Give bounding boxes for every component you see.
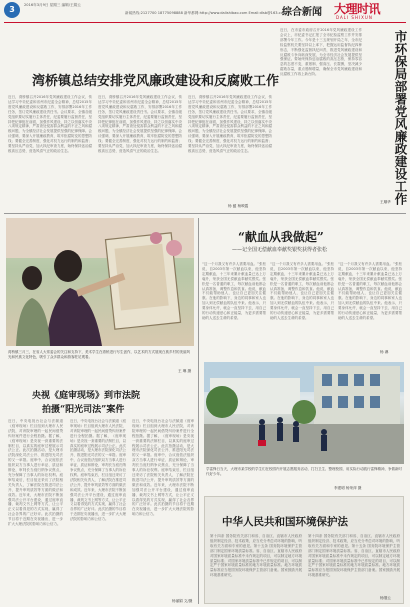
photo2-caption: 学雷锋日当天，大理市某学校的学生们在校园内开展志愿服务活动，打扫卫生、整理校园，用实际行动践行雷锋精神，争做新时代好少年。 (206, 467, 402, 476)
photo1-caption: 湾桥镇三月三，在省人大常委会的关注和支持下，美术学生在湾桥进行写生创作，以艺术的方式展现白族乡村的美丽风光和民族文化特色，吸引了众多群众和游客驻足观看。 (8, 350, 190, 359)
section-title: 综合新闻 (282, 7, 322, 18)
page-number-badge: 3 (4, 2, 20, 18)
story3-body-col1: “这一个月我又有许多人需要用血。”张松说，自2003年第一次献血以来，他坚持定期献血，十三年来累计献血量已达上万毫升，荣获全国无偿献血奉献奖银奖。张松是一名普通的职工，每次献血前他都会认真准备，调整作息和饮食。他说，献血不仅能帮助他人，也让自己更加关注健康。在他的影响下，身边的同事和家人也加入到无偿献血的队伍中来。他表示，只要身体允许，就会一直坚持下去，用自己的行动传递爱心和正能量，为更多需要帮助的人送去生命的希望。 (202, 262, 266, 320)
header-rule (4, 22, 406, 23)
story2-byline: 王顺华 (380, 200, 391, 204)
law-byline: 杨继云 (380, 596, 391, 600)
art-class-photo (6, 218, 194, 346)
story2-vertical-title: 市环保局部署党风廉政建设工作 (393, 30, 408, 205)
school-illustration (204, 362, 404, 464)
page-header (0, 0, 410, 24)
story4-byline: 杨丽娟 文/摄 (172, 599, 193, 603)
photo2-byline: 李建明 杨荣萍 摄 (334, 486, 362, 490)
school-photo (204, 362, 404, 464)
story1-headline: 湾桥镇总结安排党风廉政建设和反腐败工作 (32, 74, 280, 89)
story4-body-col3: 近日，中央电视台社会与法频道《庭审现场》栏目组到大理市人民法院，对该院审理的一起民间借贷纠纷案件进行全程拍摄。据了解，《庭审现场》是央视一套重要的法制栏目，以真实的庭审过程展示司法公正。此次拍摄活动，是大理市法院深化司法公开、推进阳光司法的又一举措。庭审中，合议庭依法组织双方当事人进行举证、质证和辩论，审判长当庭归纳争议焦点，充分保障了当事人的诉讼权利。庭审结束后，栏目组还采访了法院相关负责人，了解法院在推进司法公开、提升审判质效等方面的做法和成效。近年来，大理市法院不断加强司法公开平台建设，通过庭审直播、裁判文书上网等方式，让公平正义以看得见的方式实现，赢得了社会各界的广泛好评。此次拍摄的节目将于近期在央视播出，进一步扩大大理法院的影响力和公信力。 (132, 419, 194, 517)
story3-body-col3: “这一个月我又有许多人需要用血。”张松说，自2003年第一次献血以来，他坚持定期献血，十三年来累计献血量已达上万毫升，荣获全国无偿献血奉献奖银奖。张松是一名普通的职工，每次献血前他都会认真准备，调整作息和饮食。他说，献血不仅能帮助他人，也让自己更加关注健康。在他的影响下，身边的同事和家人也加入到无偿献血的队伍中来。他表示，只要身体允许，就会一直坚持下去，用自己的行动传递爱心和正能量，为更多需要帮助的人送去生命的希望。 (338, 262, 402, 320)
law-title: 中华人民共和国环境保护法 (222, 516, 348, 528)
date-line: 2016年3月9日 星期三 编辑/王娟云 (24, 3, 81, 7)
story3-body-col2: “这一个月我又有许多人需要用血。”张松说，自2003年第一次献血以来，他坚持定期献血，十三年来累计献血量已达上万毫升，荣获全国无偿献血奉献奖银奖。张松是一名普通的职工，每次献血前他都会认真准备，调整作息和饮食。他说，献血不仅能帮助他人，也让自己更加关注健康。在他的影响下，身边的同事和家人也加入到无偿献血的队伍中来。他表示，只要身体允许，就会一直坚持下去，用自己的行动传递爱心和正能量，为更多需要帮助的人送去生命的希望。 (270, 262, 334, 320)
story1-body-col3: 近日，湾桥镇召开2016年党风廉政建设工作会议，传达学习中央纪委和省州市纪委全会精神，总结2015年度党风廉政建设和反腐败工作，安排部署2016年工作任务，签订党风廉政建设责任书。会议要求，全镇各级党组织要切实履行主体责任，纪委要履行监督责任，坚持把纪律挺在前面，加强作风建设，持之以恒落实中央八项规定精神，严肃查处侵害群众利益的不正之风和腐败问题，为全镇经济社会发展提供坚强的纪律保障。会议强调，要深入开展廉政教育，筑牢拒腐防变的思想防线；要健全完善制度，强化对权力运行的制约和监督；要坚持从严治党，加大执纪审查力度，始终保持惩治腐败高压态势，营造风清气正的政治生态。 (188, 95, 272, 153)
law-body-col1: 第十四条 国务院有关部门和省、自治区、直辖市人民政府组织制定经济、技术政策，应当充分考虑对环境的影响，听取有关方面和专家的意见。第十五条 国务院环境保护主管部门制定国家环境质量标准。省、自治区、直辖市人民政府对国家环境质量标准中未作规定的项目，可以制定地方环境质量标准；对国家环境质量标准中已作规定的项目，可以制定严于国家环境质量标准的地方环境质量标准。地方环境质量标准应当报国务院环境保护主管部门备案。国家鼓励开展环境基准研究。 (210, 534, 302, 578)
brand-logo: 大理时讯 (334, 2, 381, 16)
story1-body-col2: 近日，湾桥镇召开2016年党风廉政建设工作会议，传达学习中央纪委和省州市纪委全会精神，总结2015年度党风廉政建设和反腐败工作，安排部署2016年工作任务，签订党风廉政建设责任书。会议要求，全镇各级党组织要切实履行主体责任，纪委要履行监督责任，坚持把纪律挺在前面，加强作风建设，持之以恒落实中央八项规定精神，严肃查处侵害群众利益的不正之风和腐败问题，为全镇经济社会发展提供坚强的纪律保障。会议强调，要深入开展廉政教育，筑牢拒腐防变的思想防线；要健全完善制度，强化对权力运行的制约和监督；要坚持从严治党，加大执纪审查力度，始终保持惩治腐败高压态势，营造风清气正的政治生态。 (98, 95, 182, 153)
column-divider (198, 218, 199, 604)
art-class-illustration (6, 218, 194, 346)
story4-headline-line2: 拍摄“阳光司法”案件 (42, 405, 125, 415)
divider-1 (4, 213, 406, 214)
story1-body-col1: 近日，湾桥镇召开2016年党风廉政建设工作会议，传达学习中央纪委和省州市纪委全会精神，总结2015年度党风廉政建设和反腐败工作，安排部署2016年工作任务，签订党风廉政建设责任书。会议要求，全镇各级党组织要切实履行主体责任，纪委要履行监督责任，坚持把纪律挺在前面，加强作风建设，持之以恒落实中央八项规定精神，严肃查处侵害群众利益的不正之风和腐败问题，为全镇经济社会发展提供坚强的纪律保障。会议强调，要深入开展廉政教育，筑牢拒腐防变的思想防线；要健全完善制度，强化对权力运行的制约和监督；要坚持从严治党，加大执纪审查力度，始终保持惩治腐败高压态势，营造风清气正的政治生态。 (8, 95, 92, 153)
story4-headline-line1: 央视《庭审现场》到市法院 (32, 391, 141, 401)
story3-headline: “献血从我做起” (238, 230, 324, 244)
photo1-byline: 王 琳 摄 (178, 369, 192, 373)
story4-body-col1: 近日，中央电视台社会与法频道《庭审现场》栏目组到大理市人民法院，对该院审理的一起民间借贷纠纷案件进行全程拍摄。据了解，《庭审现场》是央视一套重要的法制栏目，以真实的庭审过程展示司法公正。此次拍摄活动，是大理市法院深化司法公开、推进阳光司法的又一举措。庭审中，合议庭依法组织双方当事人进行举证、质证和辩论，审判长当庭归纳争议焦点，充分保障了当事人的诉讼权利。庭审结束后，栏目组还采访了法院相关负责人，了解法院在推进司法公开、提升审判质效等方面的做法和成效。近年来，大理市法院不断加强司法公开平台建设，通过庭审直播、裁判文书上网等方式，让公平正义以看得见的方式实现，赢得了社会各界的广泛好评。此次拍摄的节目将于近期在央视播出，进一步扩大大理法院的影响力和公信力。 (8, 419, 63, 527)
law-body-col2: 第十四条 国务院有关部门和省、自治区、直辖市人民政府组织制定经济、技术政策，应当充分考虑对环境的影响，听取有关方面和专家的意见。第十五条 国务院环境保护主管部门制定国家环境质量标准。省、自治区、直辖市人民政府对国家环境质量标准中未作规定的项目，可以制定地方环境质量标准；对国家环境质量标准中已作规定的项目，可以制定严于国家环境质量标准的地方环境质量标准。地方环境质量标准应当报国务院环境保护主管部门备案。国家鼓励开展环境基准研究。 (308, 534, 400, 578)
story4-body-col2: 近日，中央电视台社会与法频道《庭审现场》栏目组到大理市人民法院，对该院审理的一起民间借贷纠纷案件进行全程拍摄。据了解，《庭审现场》是央视一套重要的法制栏目，以真实的庭审过程展示司法公正。此次拍摄活动，是大理市法院深化司法公开、推进阳光司法的又一举措。庭审中，合议庭依法组织双方当事人进行举证、质证和辩论，审判长当庭归纳争议焦点，充分保障了当事人的诉讼权利。庭审结束后，栏目组还采访了法院相关负责人，了解法院在推进司法公开、提升审判质效等方面的做法和成效。近年来，大理市法院不断加强司法公开平台建设，通过庭审直播、裁判文书上网等方式，让公平正义以看得见的方式实现，赢得了社会各界的广泛好评。此次拍摄的节目将于近期在央视播出，进一步扩大大理法院的影响力和公信力。 (70, 419, 126, 522)
story2-body: 近日，在市委市政府召开2016年党风廉政建设工作会议上，市纪委书记汇报了全市纪检监察工作并安排部署今年工作。今年是十三五规划开局之年，全市纪检监察机关要坚持以上率下，把握运用监督执纪四种形态，不断强化监督执纪问责，推进党风廉政建设和反腐败斗争向纵深发展，为全市经济社会发展提供坚强保证。要始终保持惩治腐败的高压态势，保持零容忍的态度不变，重遏制、强高压、长震慑，坚决减少腐败存量，重点遏制增量，确保全市党风廉政建设和反腐败工作再上新台阶。 (280, 28, 362, 77)
story1-byline: 杨 蕴 杨映霞 (228, 204, 249, 208)
story3-subheadline: ——记全国无偿献血奉献奖银奖获得者张松 (232, 247, 328, 253)
contact-line: 新闻热线:2127700 18775098888 新华都网:http://www.dalishibao.com Email:dlsb@163.com (125, 11, 287, 15)
story3-byline: 杨 淋 (380, 350, 389, 354)
brand-latin: DALI SHIXUN (336, 15, 373, 20)
